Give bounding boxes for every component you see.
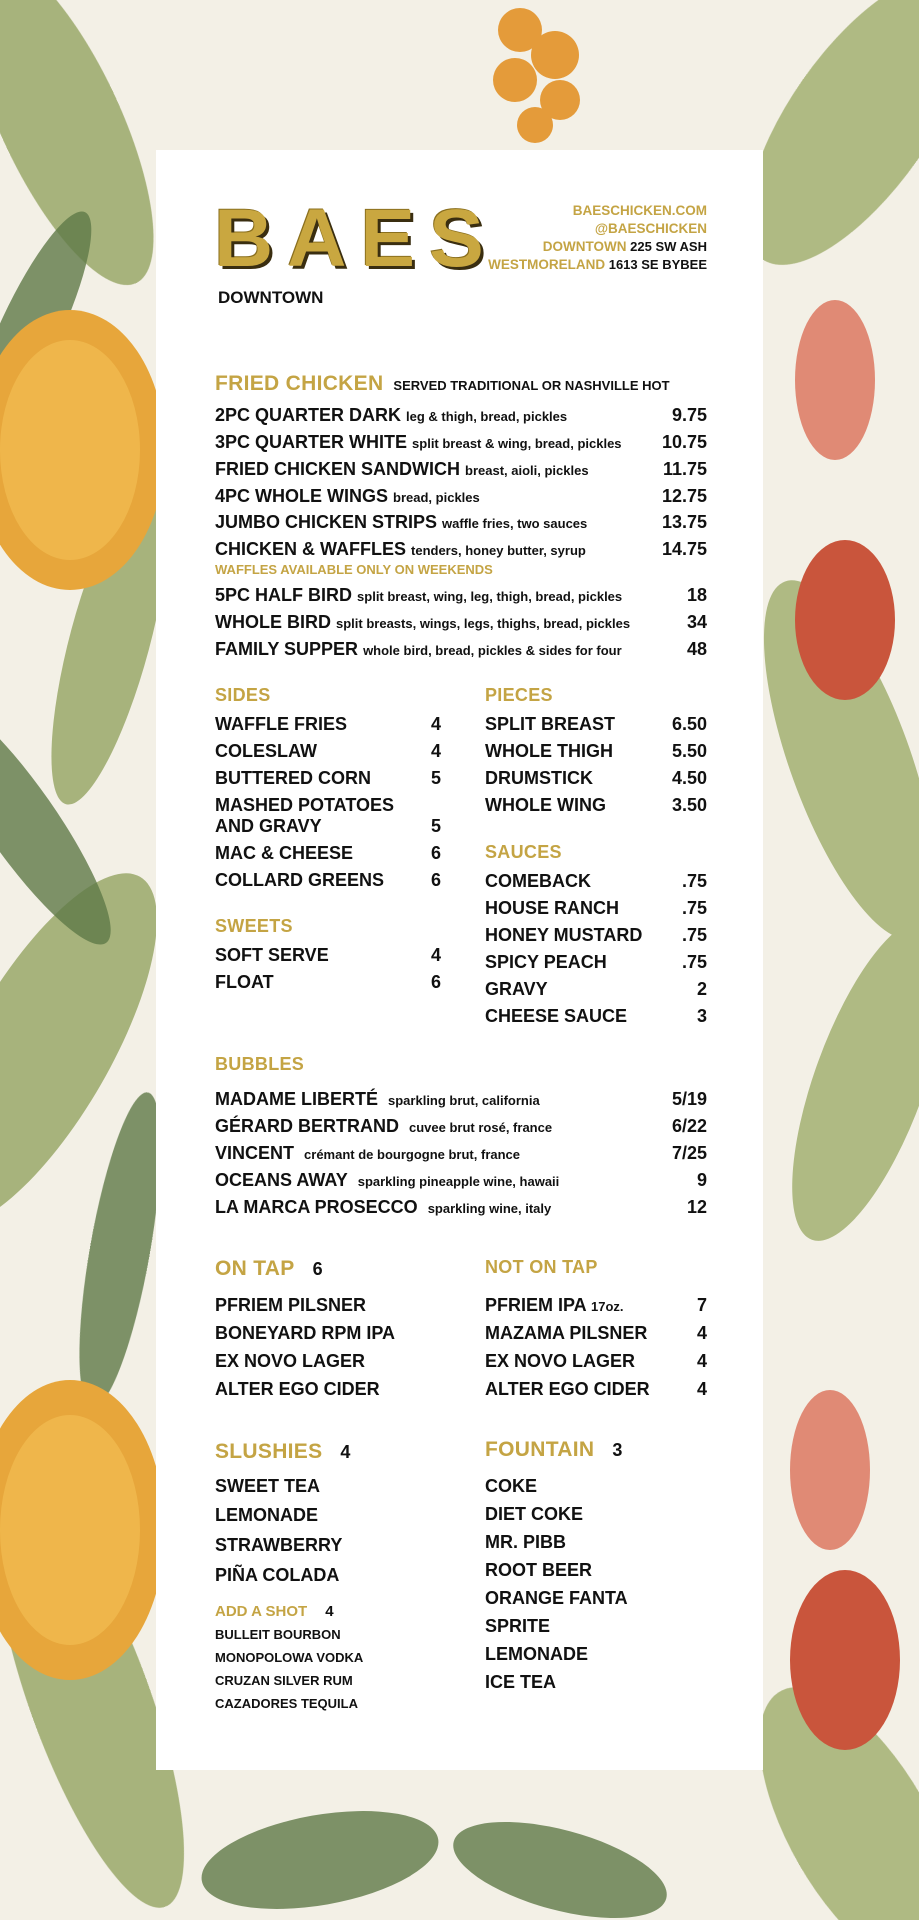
side-price: 5 xyxy=(430,768,441,788)
not-on-tap-title: NOT ON TAP xyxy=(485,1257,598,1277)
piece-price: 6.50 xyxy=(671,714,707,734)
menu-item: 3PC QUARTER WHITE split breast & wing, bread, pickles xyxy=(215,432,622,452)
on-tap-item: EX NOVO LAGER xyxy=(215,1351,366,1371)
menu-item-price: 10.75 xyxy=(661,432,707,452)
bubbles-price: 7/25 xyxy=(671,1143,707,1163)
piece-item: WHOLE WING xyxy=(485,795,606,815)
piece-price: 4.50 xyxy=(671,768,707,788)
fountain-item: LEMONADE xyxy=(485,1644,588,1664)
menu-item: 4PC WHOLE WINGS bread, pickles xyxy=(215,486,480,506)
bubbles-item: OCEANS AWAY sparkling pineapple wine, hawaii xyxy=(215,1170,560,1190)
fountain-item: ICE TEA xyxy=(485,1672,557,1692)
bubbles-item: GÉRARD BERTRAND cuvee brut rosé, france xyxy=(215,1116,553,1136)
sauce-item: CHEESE SAUCE xyxy=(485,1006,628,1026)
sauce-price: .75 xyxy=(681,898,707,918)
westmoreland-label: WESTMORELAND xyxy=(488,257,606,272)
side-item: BUTTERED CORN xyxy=(215,768,371,788)
fountain-item: SPRITE xyxy=(485,1616,551,1636)
add-shot-title: ADD A SHOT xyxy=(215,1603,308,1620)
menu-item-price: 48 xyxy=(686,639,707,659)
westmoreland-address: 1613 SE BYBEE xyxy=(608,257,707,272)
sauce-item: COMEBACK xyxy=(485,871,591,891)
on-tap-title: ON TAP xyxy=(215,1257,295,1280)
bubbles-price: 9 xyxy=(696,1170,707,1190)
side-price: 4 xyxy=(430,741,441,761)
side-price: 6 xyxy=(430,843,441,863)
slushies-title: SLUSHIES xyxy=(215,1440,323,1463)
menu-item-price: 14.75 xyxy=(661,539,707,559)
menu-item-price: 11.75 xyxy=(662,459,707,479)
fountain-price: 3 xyxy=(612,1440,623,1460)
bubbles-title: BUBBLES xyxy=(215,1054,305,1074)
menu-card xyxy=(156,150,763,1770)
slushie-item: SWEET TEA xyxy=(215,1476,321,1496)
not-on-tap-item: PFRIEM IPA 17oz. xyxy=(485,1295,624,1315)
bubbles-price: 5/19 xyxy=(671,1089,707,1109)
bubbles-item: MADAME LIBERTÉ sparkling brut, california xyxy=(215,1089,540,1109)
sauce-price: 3 xyxy=(696,1006,707,1026)
piece-item: SPLIT BREAST xyxy=(485,714,616,734)
contact-info xyxy=(488,202,707,274)
menu-item-price: 9.75 xyxy=(671,405,707,425)
piece-item: DRUMSTICK xyxy=(485,768,593,788)
side-item: COLLARD GREENS xyxy=(215,870,385,890)
menu-item-price: 18 xyxy=(686,585,707,605)
menu-item: WHOLE BIRD split breasts, wings, legs, thighs, bread, pickles xyxy=(215,612,631,632)
sauces-title: SAUCES xyxy=(485,842,562,862)
location-label: DOWNTOWN xyxy=(218,288,324,307)
shot-item: BULLEIT BOURBON xyxy=(215,1627,341,1642)
fountain-title: FOUNTAIN xyxy=(485,1438,595,1461)
shot-item: MONOPOLOWA VODKA xyxy=(215,1650,364,1665)
side-item: COLESLAW xyxy=(215,741,317,761)
side-item: MAC & CHEESE xyxy=(215,843,354,863)
sauce-item: HONEY MUSTARD xyxy=(485,925,643,945)
fountain-item: DIET COKE xyxy=(485,1504,584,1524)
fountain-item: MR. PIBB xyxy=(485,1532,566,1552)
pieces-title: PIECES xyxy=(485,685,553,705)
sweet-price: 6 xyxy=(430,972,441,992)
menu-item-price: 13.75 xyxy=(661,512,707,532)
on-tap-item: BONEYARD RPM IPA xyxy=(215,1323,396,1343)
fountain-item: COKE xyxy=(485,1476,538,1496)
sauce-price: .75 xyxy=(681,925,707,945)
not-on-tap-price: 4 xyxy=(696,1351,707,1371)
bubbles-price: 6/22 xyxy=(671,1116,707,1136)
side-price: 6 xyxy=(430,870,441,890)
not-on-tap-item: EX NOVO LAGER xyxy=(485,1351,636,1371)
not-on-tap-price: 4 xyxy=(696,1323,707,1343)
sauce-item: GRAVY xyxy=(485,979,548,999)
menu-item: FAMILY SUPPER whole bird, bread, pickles & sides for four xyxy=(215,639,622,659)
sweets-title: SWEETS xyxy=(215,916,293,936)
sweet-item: SOFT SERVE xyxy=(215,945,329,965)
piece-price: 3.50 xyxy=(671,795,707,815)
menu-item-price: 12.75 xyxy=(661,486,707,506)
fountain-item: ORANGE FANTA xyxy=(485,1588,628,1608)
side-item-line2: AND GRAVY xyxy=(215,816,322,836)
on-tap-header xyxy=(215,1257,323,1281)
not-on-tap-item: MAZAMA PILSNER xyxy=(485,1323,648,1343)
fountain-header xyxy=(485,1438,622,1462)
sauce-price: 2 xyxy=(696,979,707,999)
slushie-item: PIÑA COLADA xyxy=(215,1565,340,1585)
add-shot-header xyxy=(215,1600,334,1621)
side-item: MASHED POTATOES xyxy=(215,795,395,815)
side-price: 5 xyxy=(430,816,441,836)
menu-item-price: 34 xyxy=(686,612,707,632)
shot-item: CAZADORES TEQUILA xyxy=(215,1696,358,1711)
piece-price: 5.50 xyxy=(671,741,707,761)
sauce-item: HOUSE RANCH xyxy=(485,898,620,918)
brand-logo: BAES xyxy=(214,193,498,284)
on-tap-item: ALTER EGO CIDER xyxy=(215,1379,380,1399)
side-item: WAFFLE FRIES xyxy=(215,714,347,734)
sauce-price: .75 xyxy=(681,871,707,891)
shot-item: CRUZAN SILVER RUM xyxy=(215,1673,353,1688)
slushie-item: LEMONADE xyxy=(215,1505,318,1525)
menu-item: JUMBO CHICKEN STRIPS waffle fries, two sauces xyxy=(215,512,588,532)
not-on-tap-price: 4 xyxy=(696,1379,707,1399)
fountain-item: ROOT BEER xyxy=(485,1560,593,1580)
sweet-price: 4 xyxy=(430,945,441,965)
fried-chicken-header xyxy=(215,372,670,396)
sides-title: SIDES xyxy=(215,685,271,705)
side-price: 4 xyxy=(430,714,441,734)
downtown-label: DOWNTOWN xyxy=(542,239,627,254)
downtown-address: 225 SW ASH xyxy=(630,239,707,254)
fried-chicken-title: FRIED CHICKEN xyxy=(215,372,384,395)
bubbles-price: 12 xyxy=(686,1197,707,1217)
sweet-item: FLOAT xyxy=(215,972,274,992)
fried-chicken-subtitle: SERVED TRADITIONAL OR NASHVILLE HOT xyxy=(393,378,670,393)
menu-item: 5PC HALF BIRD split breast, wing, leg, thigh, bread, pickles xyxy=(215,585,623,605)
menu-item: CHICKEN & WAFFLES tenders, honey butter, syrup xyxy=(215,539,586,559)
slushies-price: 4 xyxy=(340,1442,351,1462)
social-handle[interactable]: @BAESCHICKEN xyxy=(594,221,707,236)
sauce-item: SPICY PEACH xyxy=(485,952,607,972)
bubbles-item: VINCENT crémant de bourgogne brut, france xyxy=(215,1143,521,1163)
piece-item: WHOLE THIGH xyxy=(485,741,613,761)
on-tap-price: 6 xyxy=(312,1259,323,1279)
on-tap-item: PFRIEM PILSNER xyxy=(215,1295,367,1315)
sauce-price: .75 xyxy=(681,952,707,972)
not-on-tap-price: 7 xyxy=(696,1295,707,1315)
website-link[interactable]: BAESCHICKEN.COM xyxy=(572,203,707,218)
add-shot-price: 4 xyxy=(325,1603,334,1620)
menu-item: FRIED CHICKEN SANDWICH breast, aioli, pickles xyxy=(215,459,589,479)
slushie-item: STRAWBERRY xyxy=(215,1535,343,1555)
menu-item: 2PC QUARTER DARK leg & thigh, bread, pickles xyxy=(215,405,568,425)
waffle-availability-note: WAFFLES AVAILABLE ONLY ON WEEKENDS xyxy=(215,562,493,577)
not-on-tap-item: ALTER EGO CIDER xyxy=(485,1379,650,1399)
bubbles-item: LA MARCA PROSECCO sparkling wine, italy xyxy=(215,1197,552,1217)
slushies-header xyxy=(215,1440,350,1464)
